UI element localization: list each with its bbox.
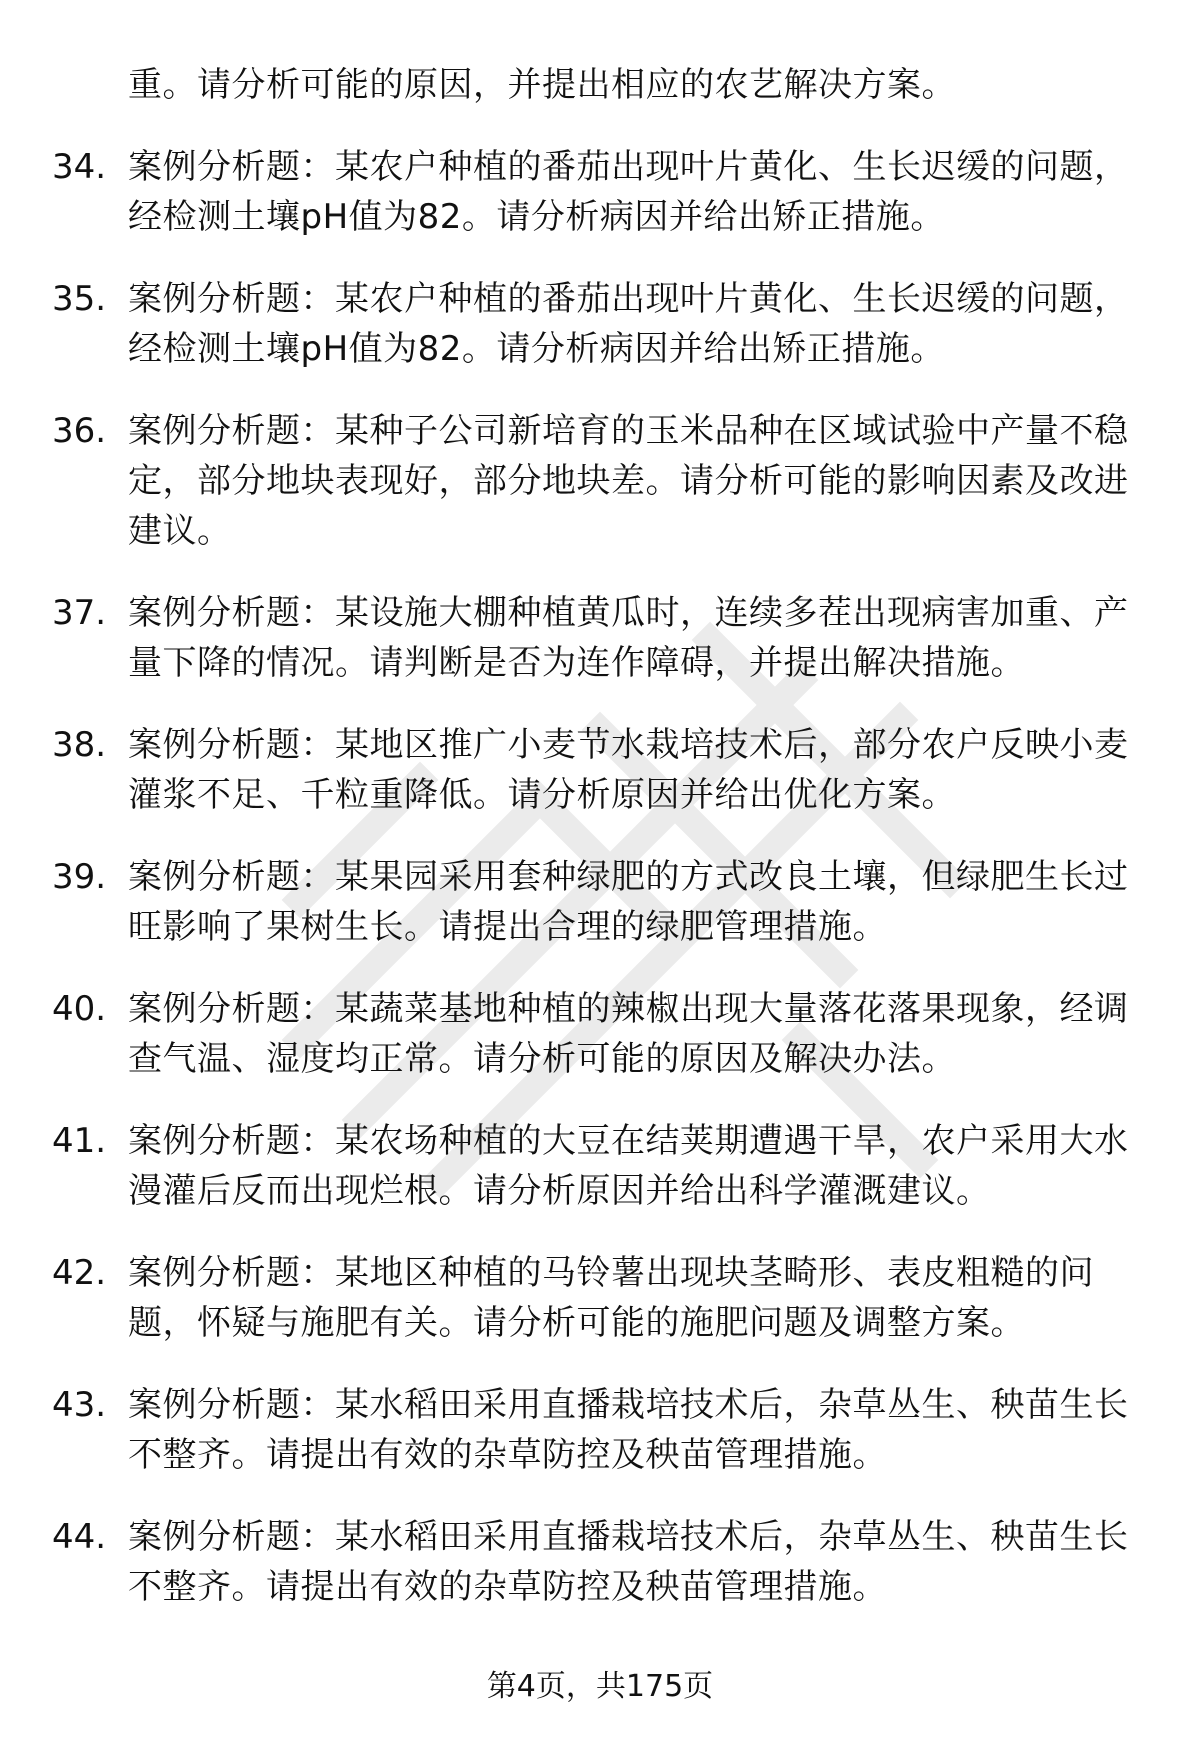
question-item [0, 1380, 1200, 1480]
question-number: 34. [52, 147, 107, 187]
question-item [0, 274, 1200, 374]
question-item [0, 142, 1200, 242]
question-text: 案例分析题：某农场种植的大豆在结荚期遭遇干旱，农户采用大水漫灌后反而出现烂根。请分析原因并给出科学灌溉建议。 [128, 1121, 1129, 1211]
question-number: 40. [52, 989, 107, 1029]
question-text: 案例分析题：某水稻田采用直播栽培技术后，杂草丛生、秧苗生长不整齐。请提出有效的杂草防控及秧苗管理措施。 [128, 1517, 1129, 1607]
question-number: 38. [52, 725, 107, 765]
question-item [0, 1248, 1200, 1348]
question-text: 案例分析题：某地区种植的马铃薯出现块茎畸形、表皮粗糙的问题，怀疑与施肥有关。请分析可能的施肥问题及调整方案。 [128, 1253, 1094, 1343]
question-number: 44. [52, 1517, 107, 1557]
question-item [0, 406, 1200, 556]
question-text: 案例分析题：某设施大棚种植黄瓜时，连续多茬出现病害加重、产量下降的情况。请判断是否为连作障碍，并提出解决措施。 [128, 593, 1129, 683]
question-text: 案例分析题：某蔬菜基地种植的辣椒出现大量落花落果现象，经调查气温、湿度均正常。请分析可能的原因及解决办法。 [128, 989, 1129, 1079]
question-text: 案例分析题：某种子公司新培育的玉米品种在区域试验中产量不稳定，部分地块表现好，部分地块差。请分析可能的影响因素及改进建议。 [128, 411, 1129, 551]
page-footer: 第4页，共175页 [486, 1669, 714, 1704]
question-number: 42. [52, 1253, 107, 1293]
question-text: 案例分析题：某农户种植的番茄出现叶片黄化、生长迟缓的问题，经检测土壤pH值为82。请分析病因并给出矫正措施。 [128, 279, 1129, 369]
question-item [0, 588, 1200, 688]
question-item [0, 1116, 1200, 1216]
question-text: 案例分析题：某水稻田采用直播栽培技术后，杂草丛生、秧苗生长不整齐。请提出有效的杂草防控及秧苗管理措施。 [128, 1385, 1129, 1475]
question-number: 43. [52, 1385, 107, 1425]
question-text: 案例分析题：某地区推广小麦节水栽培技术后，部分农户反映小麦灌浆不足、千粒重降低。请分析原因并给出优化方案。 [128, 725, 1129, 815]
question-number: 41. [52, 1121, 107, 1161]
question-item [0, 720, 1200, 820]
question-text: 案例分析题：某农户种植的番茄出现叶片黄化、生长迟缓的问题，经检测土壤pH值为82。请分析病因并给出矫正措施。 [128, 147, 1129, 237]
question-number: 35. [52, 279, 107, 319]
question-item [0, 984, 1200, 1084]
continuation-text: 重。请分析可能的原因，并提出相应的农艺解决方案。 [128, 65, 956, 105]
question-item [0, 1512, 1200, 1612]
question-item [0, 852, 1200, 952]
question-text: 案例分析题：某果园采用套种绿肥的方式改良土壤，但绿肥生长过旺影响了果树生长。请提出合理的绿肥管理措施。 [128, 857, 1129, 947]
question-number: 39. [52, 857, 107, 897]
question-number: 37. [52, 593, 107, 633]
question-list [0, 142, 1200, 1644]
question-number: 36. [52, 411, 107, 451]
